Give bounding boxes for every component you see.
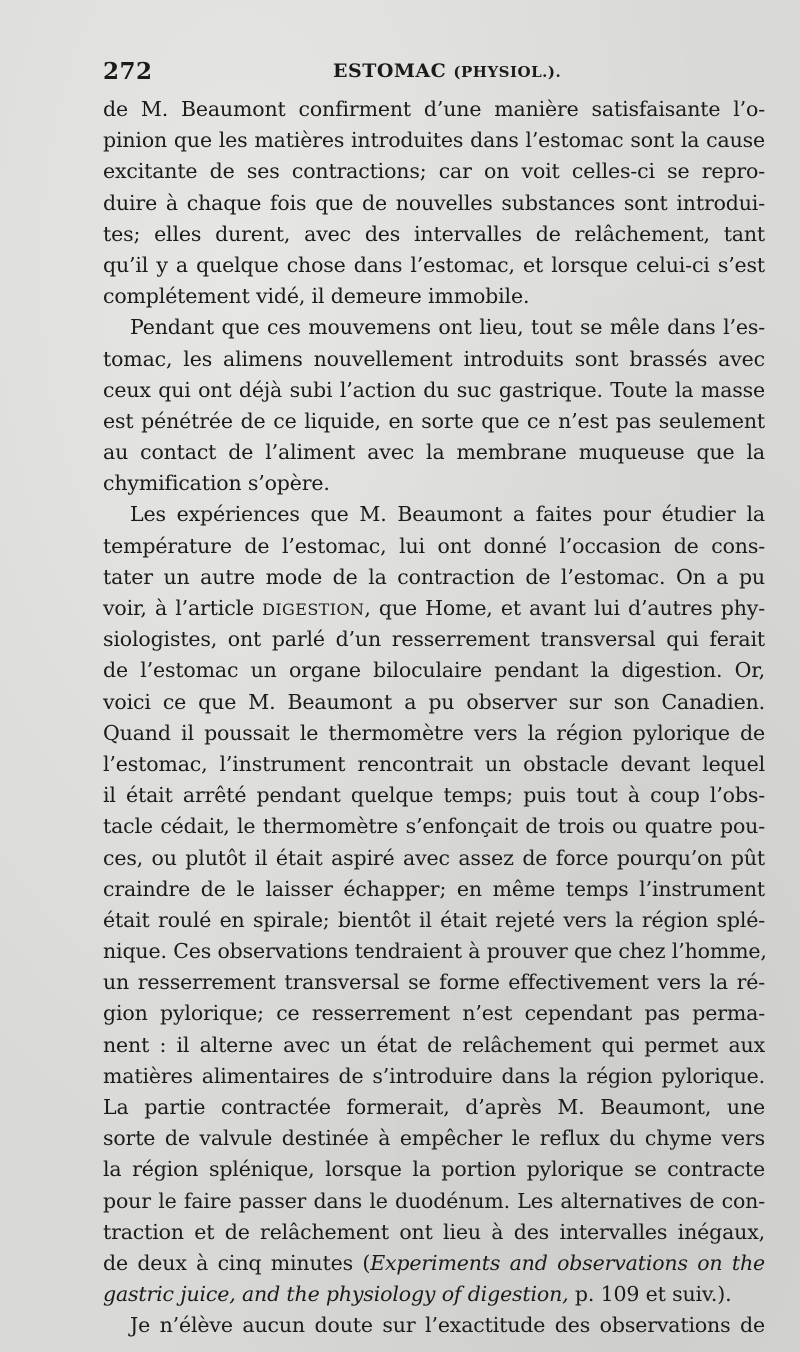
book-title: Experiments and observations on the: [370, 1250, 765, 1275]
article-reference: DIGESTION: [262, 600, 365, 619]
paragraph-3: [103, 499, 765, 1310]
text-line: pour le faire passer dans le duodénum. Les alternatives de con-: [103, 1188, 765, 1213]
text-line: Pendant que ces mouvemens ont lieu, tout se mêle dans l’es-: [130, 315, 765, 340]
text-line: tacle cédait, le thermomètre s’enfonçait de trois ou quatre pou-: [103, 814, 765, 839]
text-line: craindre de le laisser échapper; en même temps l’instrument: [103, 876, 765, 901]
text-line: qu’il y a quelque chose dans l’estomac, et lorsque celui-ci s’est: [103, 252, 765, 277]
text-line: Les expériences que M. Beaumont a faites pour étudier la: [130, 502, 765, 527]
text-line: voici ce que M. Beaumont a pu observer sur son Canadien.: [103, 689, 765, 714]
text-line: ces, ou plutôt il était aspiré avec assez de force pourqu’on pût: [103, 845, 765, 870]
text-line: voir, à l’article DIGESTION, que Home, et avant lui d’autres phy-: [103, 596, 765, 620]
text-line: excitante de ses contractions; car on voit celles-ci se repro-: [103, 159, 765, 184]
text-line: traction et de relâchement ont lieu à des intervalles inégaux,: [103, 1219, 765, 1244]
text-line: tes; elles durent, avec des intervalles de relâchement, tant: [103, 221, 765, 246]
text-line: au contact de l’aliment avec la membrane muqueuse que la: [103, 440, 765, 465]
text-line: tater un autre mode de la contraction de l’estomac. On a pu: [103, 564, 765, 589]
text-line: nent : il alterne avec un état de relâchement qui permet aux: [103, 1032, 765, 1057]
text-line: était roulé en spirale; bientôt il était rejeté vers la région splé-: [103, 907, 765, 932]
text-line: Quand il poussait le thermomètre vers la région pylorique de: [103, 720, 765, 745]
paragraph-4: [103, 1310, 765, 1341]
book-title: gastric juice, and the physiology of digestion,: [103, 1282, 569, 1307]
page-number: 272: [103, 58, 153, 85]
body-text: [103, 94, 765, 1342]
text-line: la région splénique, lorsque la portion pylorique se contracte: [103, 1157, 765, 1182]
text-line: nique. Ces observations tendraient à prouver que chez l’homme,: [103, 939, 767, 964]
text-line: de deux à cinq minutes (Experiments and observations on the: [103, 1250, 765, 1275]
text-line: Je n’élève aucun doute sur l’exactitude des observations de: [130, 1313, 765, 1338]
text-line: de M. Beaumont confirment d’une manière satisfaisante l’o-: [103, 97, 765, 121]
text-line: chymification s’opère.: [103, 471, 330, 496]
text-line: de l’estomac un organe biloculaire pendant la digestion. Or,: [103, 658, 765, 683]
text-line: un resserrement transversal se forme effectivement vers la ré-: [103, 970, 765, 995]
text-line: gastric juice, and the physiology of digestion, p. 109 et suiv.).: [103, 1282, 732, 1307]
running-head: [333, 60, 561, 82]
paragraph-2: [103, 312, 765, 499]
text-line: gion pylorique; ce resserrement n’est cependant pas perma-: [103, 1001, 765, 1026]
running-head-sub: (PHYSIOL.).: [453, 63, 562, 81]
text-line: duire à chaque fois que de nouvelles substances sont introdui-: [103, 190, 765, 215]
text-line: matières alimentaires de s’introduire dans la région pylorique.: [103, 1063, 765, 1088]
text-line: l’estomac, l’instrument rencontrait un obstacle devant lequel: [103, 751, 765, 776]
text-line: siologistes, ont parlé d’un resserrement transversal qui ferait: [103, 627, 765, 652]
text-line: complétement vidé, il demeure immobile.: [103, 284, 530, 309]
text-line: est pénétrée de ce liquide, en sorte que ce n’est pas seulement: [103, 408, 765, 433]
text-line: ceux qui ont déjà subi l’action du suc gastrique. Toute la masse: [103, 377, 765, 402]
paragraph-1: [103, 94, 765, 312]
running-head-main: ESTOMAC: [333, 60, 447, 82]
text-line: sorte de valvule destinée à empêcher le reflux du chyme vers: [103, 1126, 765, 1151]
page-header: [103, 58, 763, 92]
text-line: température de l’estomac, lui ont donné l’occasion de cons-: [103, 533, 765, 558]
text-line: pinion que les matières introduites dans l’estomac sont la cause: [103, 128, 765, 153]
text-line: tomac, les alimens nouvellement introduits sont brassés avec: [103, 346, 765, 371]
text-line: La partie contractée formerait, d’après M. Beaumont, une: [103, 1095, 765, 1119]
text-line: il était arrêté pendant quelque temps; puis tout à coup l’obs-: [103, 783, 765, 808]
